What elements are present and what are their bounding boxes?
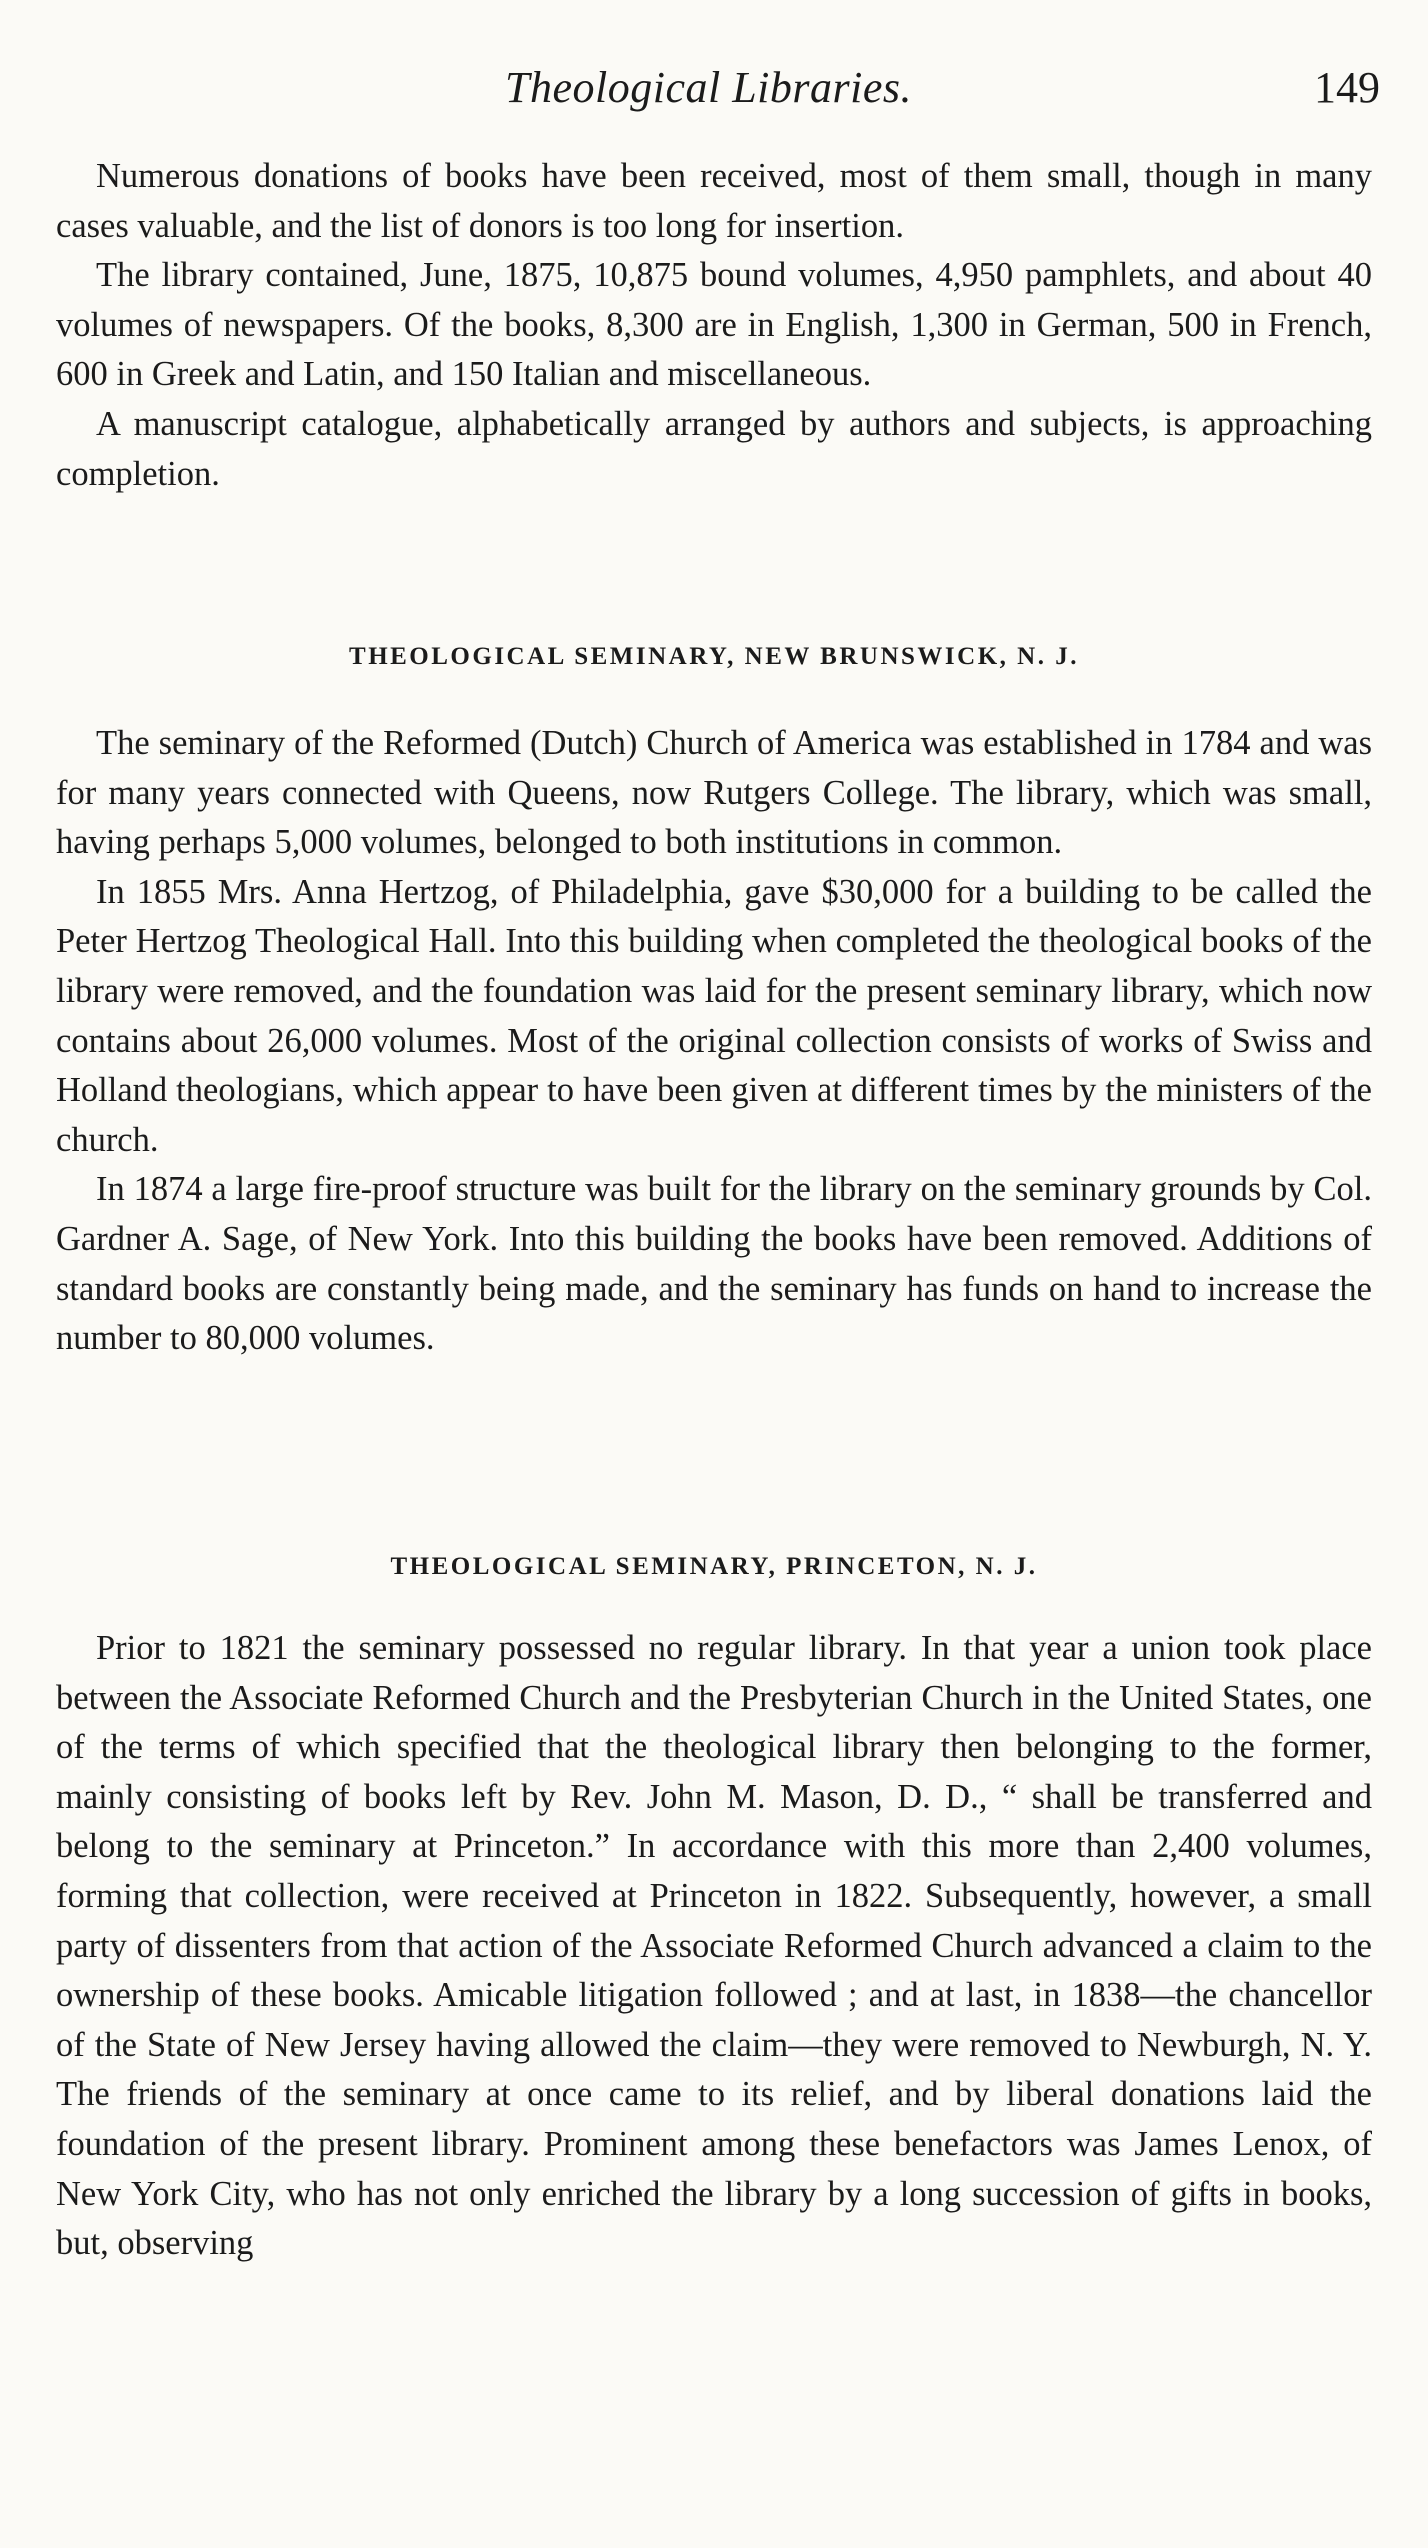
page-number: 149 [1314,63,1380,112]
paragraph: The library contained, June, 1875, 10,875 bound volumes, 4,950 pamphlets, and about 40 volumes of newspapers. Of the books, 8,300 are in English, 1,300 in German, 500 in French, 600 in Greek and Latin, and 150 Italian and miscellaneous. [56,256,1372,394]
paragraph: The seminary of the Reformed (Dutch) Church of America was established in 1784 and was for many years connected with Queens, now Rutgers College. The library, which was small, having perhaps 5,000 volumes, belonged to both institutions in common. [56,724,1372,862]
paragraph: A manuscript catalogue, alphabetically arranged by authors and subjects, is approaching completion. [56,404,1372,493]
section-new-brunswick [56,719,1372,1364]
running-title: Theological Libraries. [505,63,913,112]
section-princeton [56,1624,1372,2269]
paragraph: Prior to 1821 the seminary possessed no regular library. In that year a union took place between the Associate Reformed Church and the Presbyterian Church in the United States, one of the terms of which specified that the theological library then belonging to the former, mainly consisting of books left by Rev. John M. Mason, D. D., “ shall be transferred and belong to the seminary at Princeton.” In accordance with this more than 2,400 volumes, forming that collection, were received at Princeton in 1822. Subsequently, however, a small party of dissenters from that action of the Associate Reformed Church advanced a claim to the ownership of these books. Amicable litigation followed ; and at last, in 1838—the chancellor of the State of New Jersey having allowed the claim—they were removed to Newburgh, N. Y. The friends of the seminary at once came to its relief, and by liberal donations laid the foundation of the present library. Prominent among these benefactors was James Lenox, of New York City, who has not only enriched the library by a long succession of gifts in books, but, observing [56,1629,1372,2263]
paragraph: In 1855 Mrs. Anna Hertzog, of Philadelphia, gave $30,000 for a building to be called the Peter Hertzog Theological Hall. Into this building when completed the theological books of the library were removed, and the foundation was laid for the present seminary library, which now contains about 26,000 volumes. Most of the original collection consists of works of Swiss and Holland theologians, which appear to have been given at different times by the ministers of the church. [56,872,1372,1159]
paragraph: Numerous donations of books have been received, most of them small, though in many cases valuable, and the list of donors is too long for insertion. [56,157,1372,245]
section-heading-princeton: THEOLOGICAL SEMINARY, PRINCETON, N. J. [390,1553,1038,1580]
paragraph: In 1874 a large fire-proof structure was built for the library on the seminary grounds by Col. Gardner A. Sage, of New York. Into this building the books have been removed. Additions of standard books are constantly being made, and the seminary has funds on hand to increase the number to 80,000 volumes. [56,1170,1372,1358]
section-heading-new-brunswick: THEOLOGICAL SEMINARY, NEW BRUNSWICK, N. J. [349,643,1079,670]
section-continued-text [56,152,1372,499]
running-head [0,62,1428,122]
